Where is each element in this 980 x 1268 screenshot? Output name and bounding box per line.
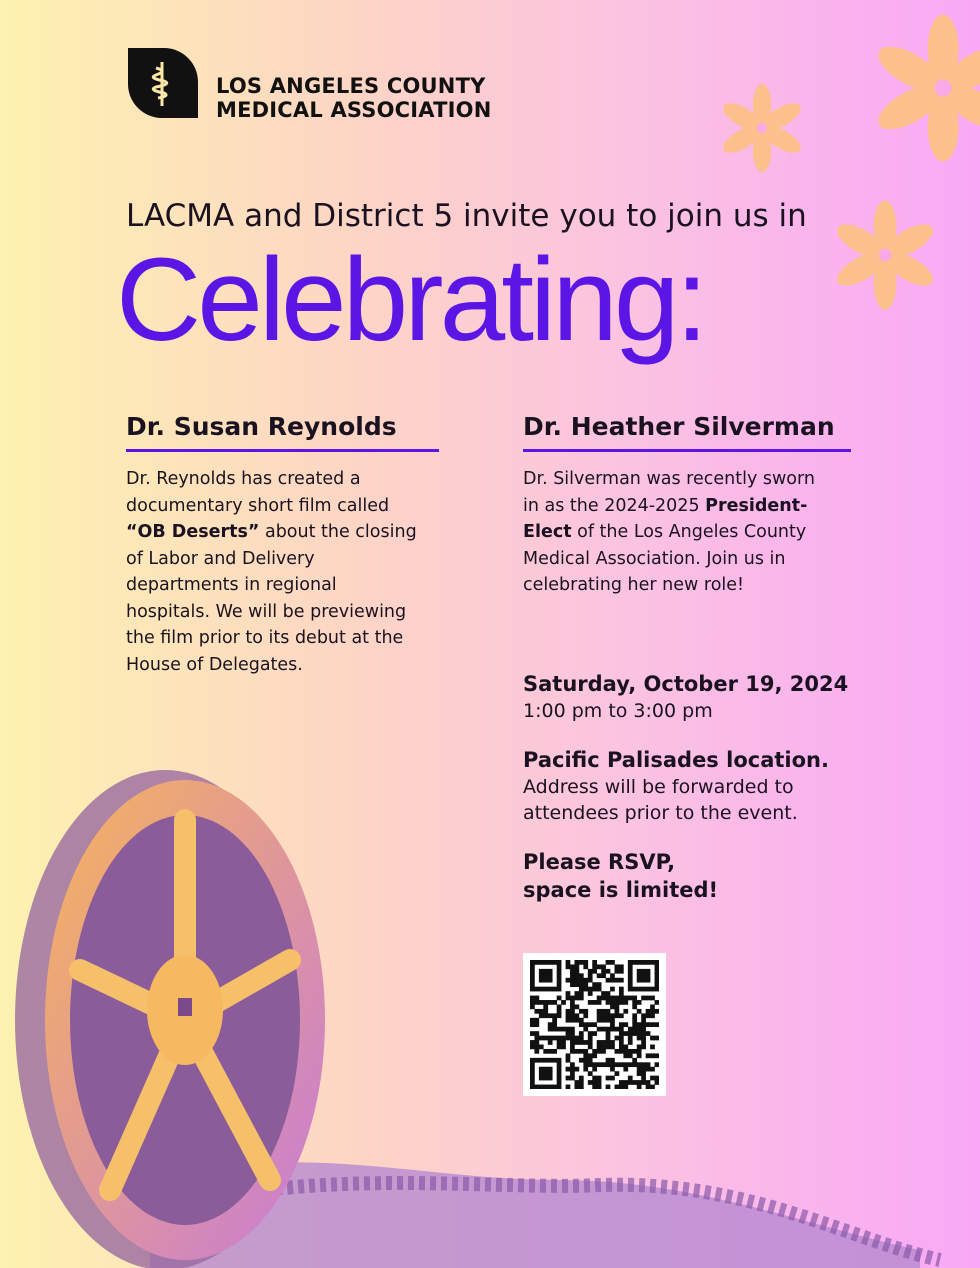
- event-location: Pacific Palisades location.: [523, 748, 829, 772]
- honoree-description: [126, 466, 439, 678]
- description-line: [126, 572, 439, 599]
- address-note-2: attendees prior to the event.: [523, 802, 798, 824]
- description-line: [523, 546, 851, 573]
- description-line: [126, 493, 439, 520]
- description-line: [523, 466, 851, 493]
- description-line: [126, 519, 439, 546]
- description-line: [126, 625, 439, 652]
- text: hospitals. We will be previewing: [126, 601, 407, 622]
- description-line: [126, 546, 439, 573]
- text: Medical Association. Join us in: [523, 548, 786, 569]
- org-name-line2: MEDICAL ASSOCIATION: [216, 98, 492, 122]
- film-reel-icon: [0, 760, 980, 1268]
- text: celebrating her new role!: [523, 575, 745, 595]
- organization-name: [216, 74, 491, 122]
- honoree-name: Dr. Heather Silverman: [523, 412, 851, 452]
- description-line: [523, 572, 851, 599]
- description-line: [523, 519, 851, 546]
- description-line: [126, 599, 439, 626]
- rsvp-line2: space is limited!: [523, 878, 719, 902]
- address-note-1: Address will be forwarded to: [523, 776, 794, 798]
- honoree-description: [523, 466, 851, 599]
- invite-text: LACMA and District 5 invite you to join us in: [126, 198, 807, 234]
- honoree-silverman: [523, 412, 851, 599]
- text: Dr. Reynolds has created a: [126, 469, 361, 489]
- event-time: 1:00 pm to 3:00 pm: [523, 700, 713, 722]
- description-line: [126, 466, 439, 493]
- description-line: [523, 493, 851, 520]
- headline: Celebrating:: [116, 234, 705, 366]
- text: the film prior to its debut at the: [126, 628, 404, 648]
- honoree-reynolds: [126, 412, 439, 678]
- bold-text: “OB Deserts”: [126, 522, 260, 542]
- flower-decoration-icon: [690, 0, 980, 320]
- text: about the closing: [259, 522, 417, 542]
- rsvp-line1: Please RSVP,: [523, 850, 676, 874]
- event-date: Saturday, October 19, 2024: [523, 672, 849, 696]
- text: House of Delegates.: [126, 654, 303, 675]
- text: departments in regional: [126, 575, 337, 595]
- honoree-name: Dr. Susan Reynolds: [126, 412, 439, 452]
- text: of the Los Angeles County: [571, 522, 807, 542]
- description-line: [126, 652, 439, 679]
- org-name-line1: LOS ANGELES COUNTY: [216, 74, 486, 98]
- text: of Labor and Delivery: [126, 548, 315, 569]
- lacma-logo-icon: [128, 48, 198, 118]
- text: in as the 2024-2025: [523, 495, 706, 516]
- bold-text: Elect: [523, 522, 572, 542]
- bold-text: President-: [705, 495, 808, 516]
- text: documentary short film called: [126, 495, 390, 516]
- text: Dr. Silverman was recently sworn: [523, 469, 815, 489]
